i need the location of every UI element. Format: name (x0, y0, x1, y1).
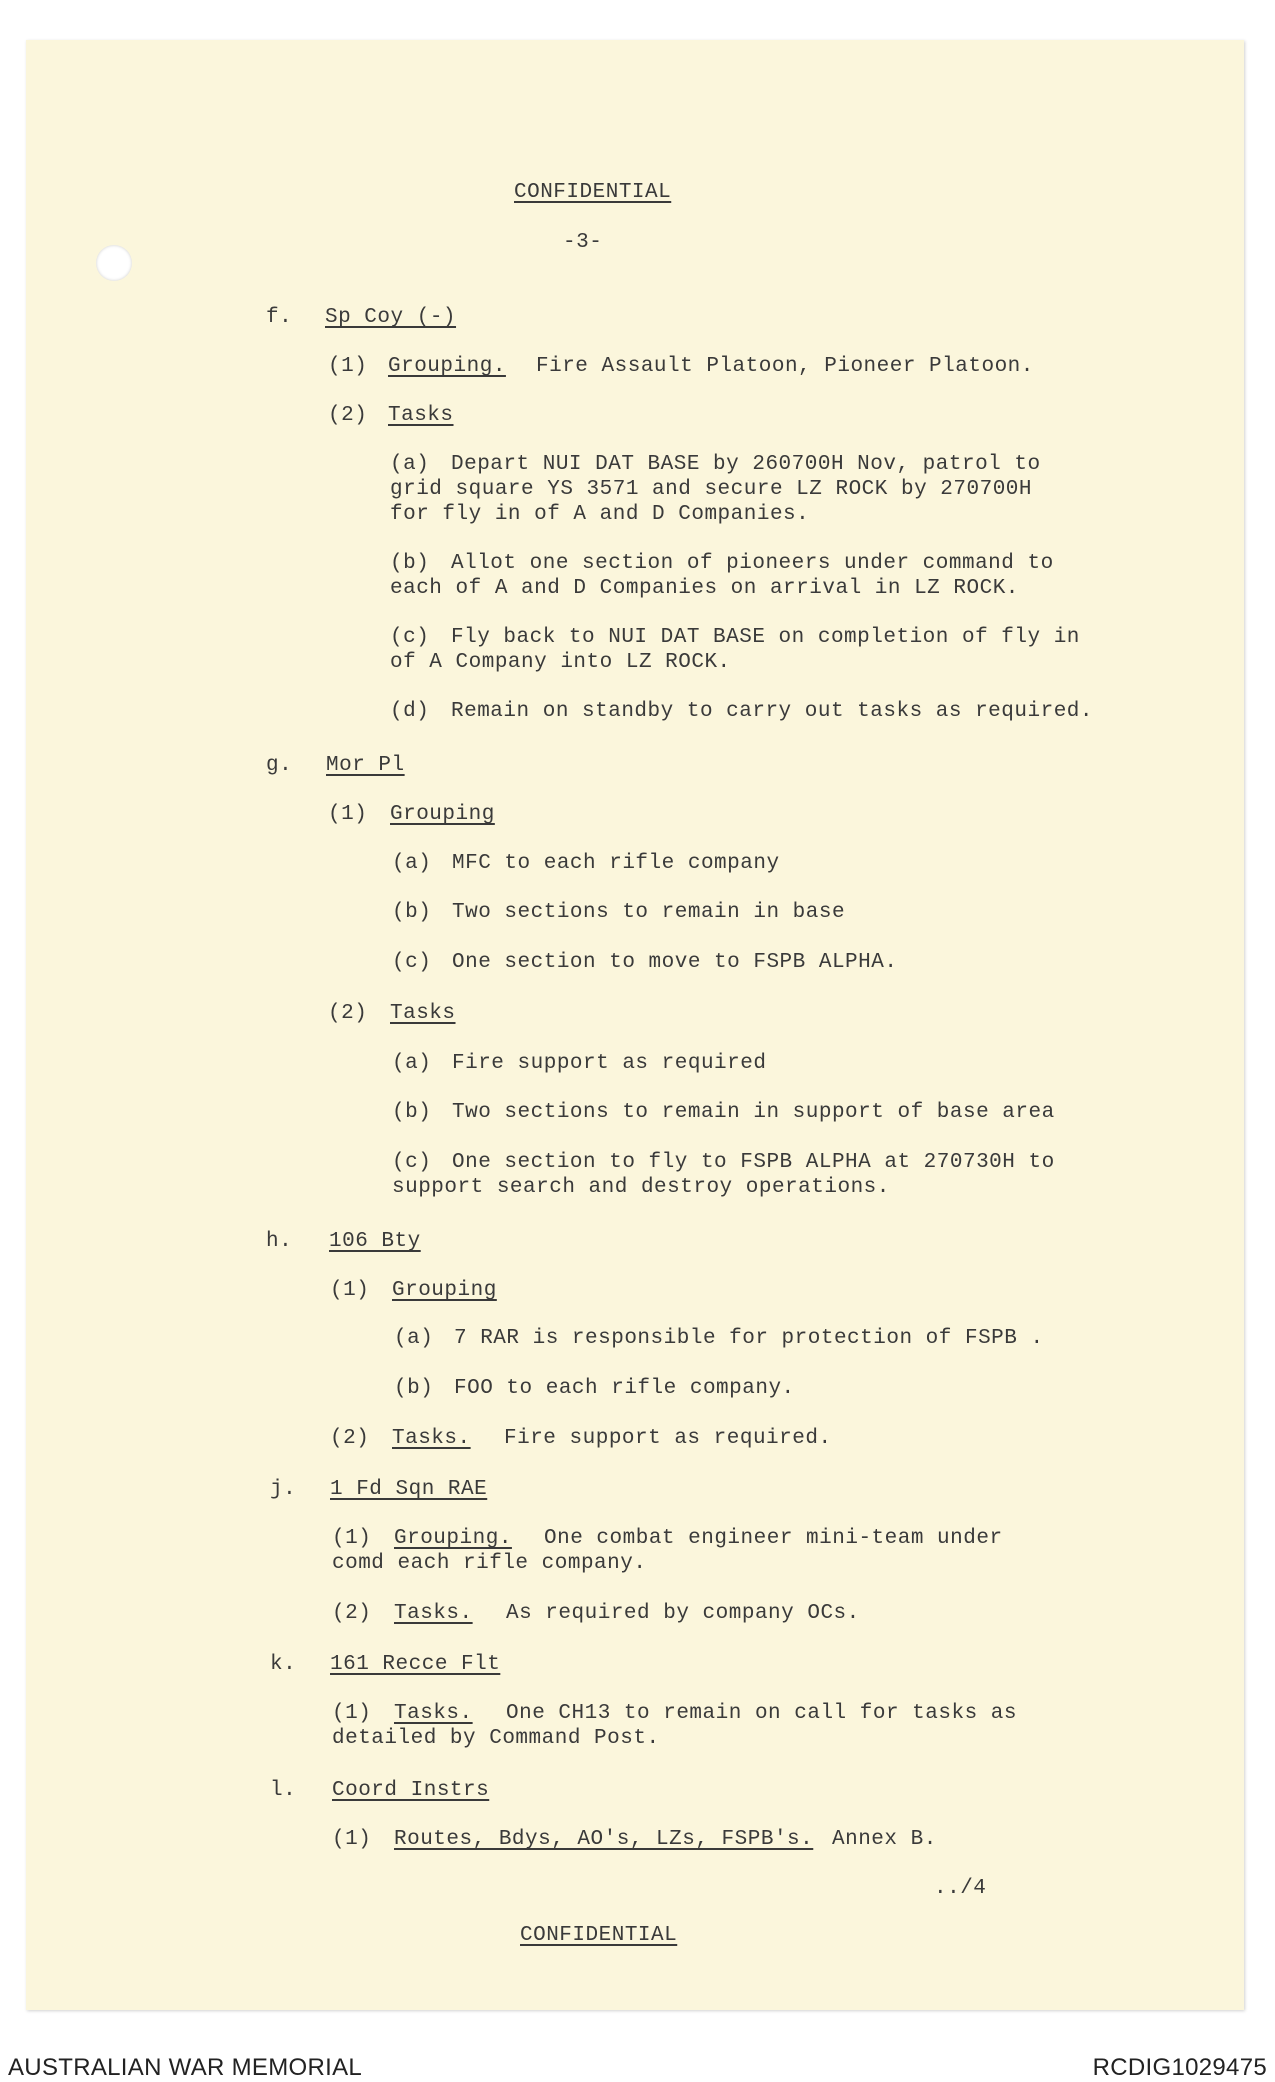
g-grouping-b-text: Two sections to remain in base (452, 901, 846, 924)
g-task-c-line1: One section to fly to FSPB ALPHA at 270730H to (452, 1151, 1055, 1174)
g-tasks-label: Tasks (390, 1002, 456, 1025)
punch-hole (96, 245, 132, 281)
f-grouping-label: Grouping. (388, 355, 506, 378)
section-f-heading: Sp Coy (-) (325, 306, 457, 329)
section-l-heading: Coord Instrs (332, 1779, 490, 1802)
f-task-c-num: (c) (390, 626, 430, 649)
f-task-b-num: (b) (390, 552, 430, 575)
g-grouping-num: (1) (328, 803, 368, 826)
archive-credit: AUSTRALIAN WAR MEMORIAL (8, 2054, 363, 2081)
section-h-heading: 106 Bty (329, 1230, 421, 1253)
g-task-c-num: (c) (392, 1151, 432, 1174)
h-grouping-a-num: (a) (394, 1327, 434, 1350)
section-f-letter: f. (266, 306, 293, 329)
f-grouping-text: Fire Assault Platoon, Pioneer Platoon. (536, 355, 1034, 378)
g-grouping-a-text: MFC to each rifle company (452, 852, 780, 875)
g-task-b-text: Two sections to remain in support of base area (452, 1101, 1055, 1124)
k-tasks-line2: detailed by Command Post. (332, 1727, 660, 1750)
section-h-letter: h. (266, 1230, 293, 1253)
section-k-letter: k. (270, 1653, 297, 1676)
g-grouping-b-num: (b) (392, 901, 432, 924)
h-tasks-num: (2) (330, 1427, 370, 1450)
f-task-b-line1: Allot one section of pioneers under command to (451, 552, 1054, 575)
classification-header: CONFIDENTIAL (514, 181, 672, 204)
f-task-a-line1: Depart NUI DAT BASE by 260700H Nov, patrol to (451, 453, 1041, 476)
f-task-d-line1: Remain on standby to carry out tasks as required. (451, 700, 1094, 723)
section-j-heading: 1 Fd Sqn RAE (330, 1478, 488, 1501)
j-tasks-text: As required by company OCs. (506, 1602, 860, 1625)
g-task-a-text: Fire support as required (452, 1052, 767, 1075)
document-page (26, 40, 1244, 2010)
g-grouping-a-num: (a) (392, 852, 432, 875)
g-task-a-num: (a) (392, 1052, 432, 1075)
f-task-c-line1: Fly back to NUI DAT BASE on completion of fly in (451, 626, 1080, 649)
l-routes-label: Routes, Bdys, AO's, LZs, FSPB's. (394, 1828, 814, 1851)
h-grouping-b-num: (b) (394, 1377, 434, 1400)
section-g-heading: Mor Pl (326, 754, 405, 777)
f-task-d-num: (d) (390, 700, 430, 723)
j-tasks-num: (2) (332, 1602, 372, 1625)
continuation-marker: ../4 (934, 1877, 987, 1900)
j-grouping-num: (1) (332, 1527, 372, 1550)
j-grouping-line2: comd each rifle company. (332, 1552, 647, 1575)
f-task-a-line3: for fly in of A and D Companies. (390, 503, 810, 526)
classification-footer: CONFIDENTIAL (520, 1924, 678, 1947)
g-grouping-c-num: (c) (392, 951, 432, 974)
g-task-b-num: (b) (392, 1101, 432, 1124)
f-tasks-num: (2) (328, 404, 368, 427)
k-tasks-line1: One CH13 to remain on call for tasks as (506, 1702, 1017, 1725)
h-grouping-label: Grouping (392, 1279, 497, 1302)
f-task-a-line2: grid square YS 3571 and secure LZ ROCK by 270700H (390, 478, 1033, 501)
h-grouping-b-text: FOO to each rifle company. (454, 1377, 795, 1400)
section-l-letter: l. (270, 1779, 297, 1802)
g-grouping-label: Grouping (390, 803, 495, 826)
l-routes-text: Annex B. (832, 1828, 937, 1851)
j-grouping-line1: One combat engineer mini-team under (544, 1527, 1003, 1550)
section-k-heading: 161 Recce Flt (330, 1653, 501, 1676)
page-number: -3- (563, 231, 603, 254)
f-task-a-num: (a) (390, 453, 430, 476)
g-task-c-line2: support search and destroy operations. (392, 1176, 890, 1199)
h-grouping-a-text: 7 RAR is responsible for protection of FSPB . (454, 1327, 1044, 1350)
l-routes-num: (1) (332, 1828, 372, 1851)
f-task-c-line2: of A Company into LZ ROCK. (390, 651, 731, 674)
h-tasks-text: Fire support as required. (504, 1427, 832, 1450)
j-tasks-label: Tasks. (394, 1602, 473, 1625)
section-g-letter: g. (266, 754, 293, 777)
h-grouping-num: (1) (330, 1279, 370, 1302)
g-grouping-c-text: One section to move to FSPB ALPHA. (452, 951, 898, 974)
f-grouping-num: (1) (328, 355, 368, 378)
g-tasks-num: (2) (328, 1002, 368, 1025)
k-tasks-label: Tasks. (394, 1702, 473, 1725)
j-grouping-label: Grouping. (394, 1527, 512, 1550)
archive-id: RCDIG1029475 (1092, 2054, 1267, 2081)
h-tasks-label: Tasks. (392, 1427, 471, 1450)
f-tasks-label: Tasks (388, 404, 454, 427)
section-j-letter: j. (270, 1478, 297, 1501)
f-task-b-line2: each of A and D Companies on arrival in LZ ROCK. (390, 577, 1019, 600)
k-tasks-num: (1) (332, 1702, 372, 1725)
